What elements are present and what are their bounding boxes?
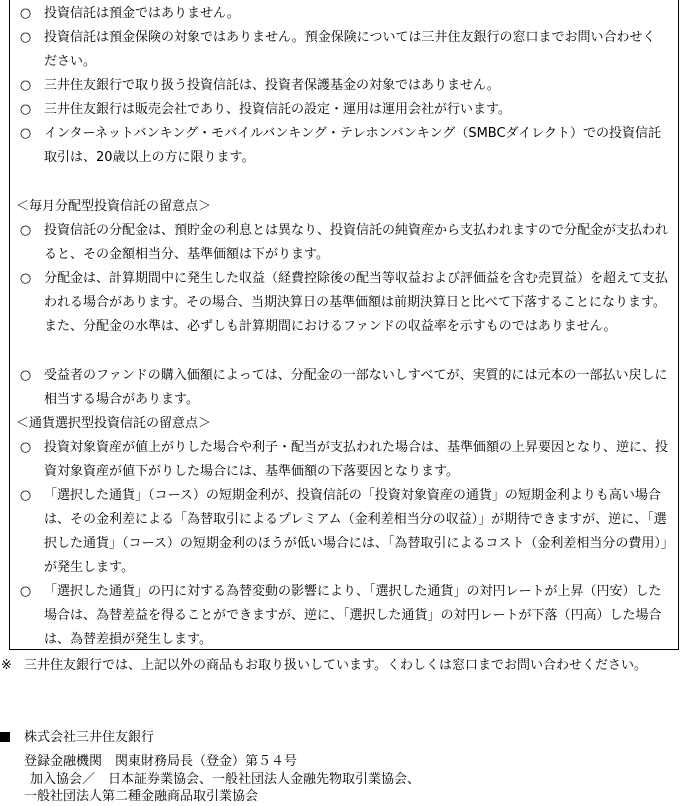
list-item: [19, 74, 668, 98]
list-item: [19, 122, 668, 170]
list-item: [19, 98, 668, 122]
list-item: [19, 364, 668, 412]
item-text: 「選択した通貨」の円に対する為替変動の影響により、「選択した通貨」の対円レートが上昇（円安）した場合は、為替差益を得ることができますが、逆に、「選択した通貨」の対円レートが下落（円高）した場合は、為替差損が発生します。: [44, 584, 662, 647]
asterisk-mark-icon: ※: [1, 658, 12, 673]
item-text: 受益者のファンドの購入価額によっては、分配金の一部ないしすべてが、実質的には元本の一部払い戻しに相当する場合があります。: [44, 368, 668, 407]
item-text: 「選択した通貨」（コース）の短期金利が、投資信託の「投資対象資産の通貨」の短期金利よりも高い場合は、その金利差による「為替取引によるプレミアム（金利差相当分の収益）」が期待できますが、逆に、「選択した通貨」（コース）の短期金利のほうが低い場合には、「為替取引によるコスト（金利差相当分の費用）」が発生します。: [44, 488, 668, 575]
bullet-circle-icon: ○: [19, 440, 32, 455]
bullet-circle-icon: ○: [19, 271, 32, 286]
bullet-circle-icon: ○: [19, 368, 32, 383]
bullet-circle-icon: ○: [19, 126, 32, 141]
item-text: 三井住友銀行で取り扱う投資信託は、投資者保護基金の対象ではありません。: [44, 78, 500, 93]
item-text: 投資信託は預金保険の対象ではありません。預金保険については三井住友銀行の窓口までお問い合わせください。: [44, 30, 656, 69]
bullet-circle-icon: ○: [19, 78, 32, 93]
list-item: [19, 484, 668, 580]
footnote: [1, 654, 671, 678]
list-item: [19, 580, 668, 652]
section-heading-currency: ＜通貨選択型投資信託の留意点＞: [16, 416, 212, 431]
item-text: 投資対象資産が値上がりした場合や利子・配当が支払われた場合は、基準価額の上昇要因となり、逆に、投資対象資産が値下がりした場合には、基準価額の下落要因となります。: [44, 440, 669, 479]
bullet-circle-icon: ○: [19, 102, 32, 117]
bullet-circle-icon: ○: [19, 223, 32, 238]
list-item: [19, 436, 669, 484]
association-line-1: 加入協会／ 日本証券業協会、一般社団法人金融先物取引業協会、: [30, 772, 421, 787]
list-item: [19, 2, 668, 26]
item-text: 投資信託は預金ではありません。: [44, 6, 240, 21]
section-heading-monthly: ＜毎月分配型投資信託の留意点＞: [16, 199, 212, 214]
black-square-icon: [0, 732, 10, 742]
list-item: [19, 219, 669, 267]
list-item: [19, 267, 669, 339]
association-line-2: 一般社団法人第二種金融商品取引業協会: [24, 789, 259, 804]
item-text: 分配金は、計算期間中に発生した収益（経費控除後の配当等収益および評価益を含む売買益）を超えて支払われる場合があります。その場合、当期決算日の基準価額は前期決算日と比べて下落することになります。また、分配金の水準は、必ずしも計算期間におけるファンドの収益率を示すものではありません。: [44, 271, 669, 334]
bullet-circle-icon: ○: [19, 6, 32, 21]
bullet-circle-icon: ○: [19, 584, 32, 599]
item-text: インターネットバンキング・モバイルバンキング・テレホンバンキング（SMBCダイレクト）での投資信託取引は、20歳以上の方に限ります。: [44, 126, 662, 165]
bullet-circle-icon: ○: [19, 488, 32, 503]
registration-number: 登録金融機関 関東財務局長（登金）第５４号: [24, 754, 298, 769]
bullet-circle-icon: ○: [19, 30, 32, 45]
footnote-text: 三井住友銀行では、上記以外の商品もお取り扱いしています。くわしくは窓口までお問い合わせください。: [24, 658, 647, 673]
list-item: [19, 26, 668, 74]
disclaimer-box: [9, 0, 679, 650]
item-text: 投資信託の分配金は、預貯金の利息とは異なり、投資信託の純資産から支払われますので分配金が支払われると、その金額相当分、基準価額は下がります。: [44, 223, 669, 262]
item-text: 三井住友銀行は販売会社であり、投資信託の設定・運用は運用会社が行います。: [44, 102, 511, 117]
company-name: 株式会社三井住友銀行: [24, 730, 155, 745]
